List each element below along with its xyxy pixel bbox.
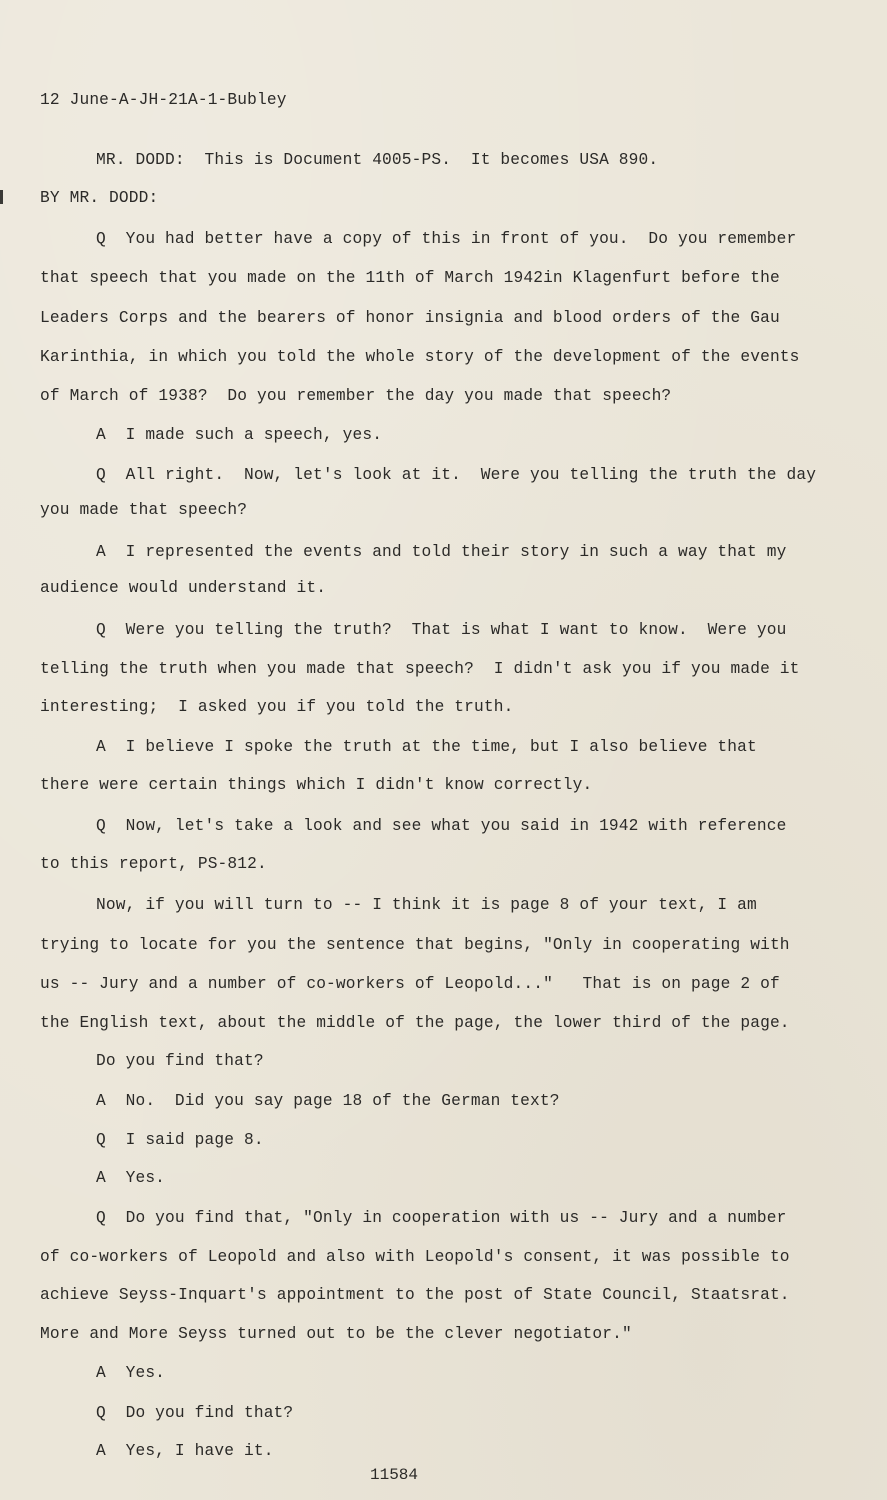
text-line: Q Do you find that? [96, 1404, 294, 1422]
text-line: A I believe I spoke the truth at the time, but I also believe that [96, 738, 757, 756]
text-line: Karinthia, in which you told the whole story of the development of the events [40, 348, 800, 366]
text-line: Q Were you telling the truth? That is what I want to know. Were you [96, 621, 787, 639]
text-line: to this report, PS-812. [40, 855, 267, 873]
text-line: Do you find that? [96, 1052, 264, 1070]
text-line: of March of 1938? Do you remember the day you made that speech? [40, 387, 672, 405]
text-line: A Yes, I have it. [96, 1442, 274, 1460]
text-line: More and More Seyss turned out to be the clever negotiator." [40, 1325, 632, 1343]
text-line: Q All right. Now, let's look at it. Were you telling the truth the day [96, 466, 817, 484]
text-line: us -- Jury and a number of co-workers of Leopold..." That is on page 2 of [40, 975, 780, 993]
text-line: you made that speech? [40, 501, 248, 519]
text-line: trying to locate for you the sentence that begins, "Only in cooperating with [40, 936, 790, 954]
text-line: BY MR. DODD: [40, 189, 159, 207]
text-line: telling the truth when you made that speech? I didn't ask you if you made it [40, 660, 800, 678]
text-line: audience would understand it. [40, 579, 327, 597]
text-line: achieve Seyss-Inquart's appointment to the post of State Council, Staatsrat. [40, 1286, 790, 1304]
text-line: the English text, about the middle of the page, the lower third of the page. [40, 1014, 790, 1032]
text-line: interesting; I asked you if you told the truth. [40, 698, 514, 716]
text-line: there were certain things which I didn't know correctly. [40, 776, 593, 794]
text-line: A Yes. [96, 1169, 166, 1187]
text-line: of co-workers of Leopold and also with Leopold's consent, it was possible to [40, 1248, 790, 1266]
text-line: MR. DODD: This is Document 4005-PS. It becomes USA 890. [96, 151, 659, 169]
text-line: Now, if you will turn to -- I think it is page 8 of your text, I am [96, 896, 757, 914]
text-line: A I represented the events and told their story in such a way that my [96, 543, 787, 561]
text-line: A No. Did you say page 18 of the German text? [96, 1092, 560, 1110]
text-line: Q You had better have a copy of this in front of you. Do you remember [96, 230, 797, 248]
text-line: Q Now, let's take a look and see what you said in 1942 with reference [96, 817, 787, 835]
text-line: Q I said page 8. [96, 1131, 264, 1149]
text-line: Leaders Corps and the bearers of honor insignia and blood orders of the Gau [40, 309, 780, 327]
page-number: 11584 [370, 1466, 419, 1484]
text-line: that speech that you made on the 11th of March 1942in Klagenfurt before the [40, 269, 780, 287]
text-line: A Yes. [96, 1364, 166, 1382]
text-line: A I made such a speech, yes. [96, 426, 383, 444]
margin-mark [0, 190, 3, 204]
text-line: Q Do you find that, "Only in cooperation with us -- Jury and a number [96, 1209, 787, 1227]
page-header: 12 June-A-JH-21A-1-Bubley [40, 91, 287, 109]
